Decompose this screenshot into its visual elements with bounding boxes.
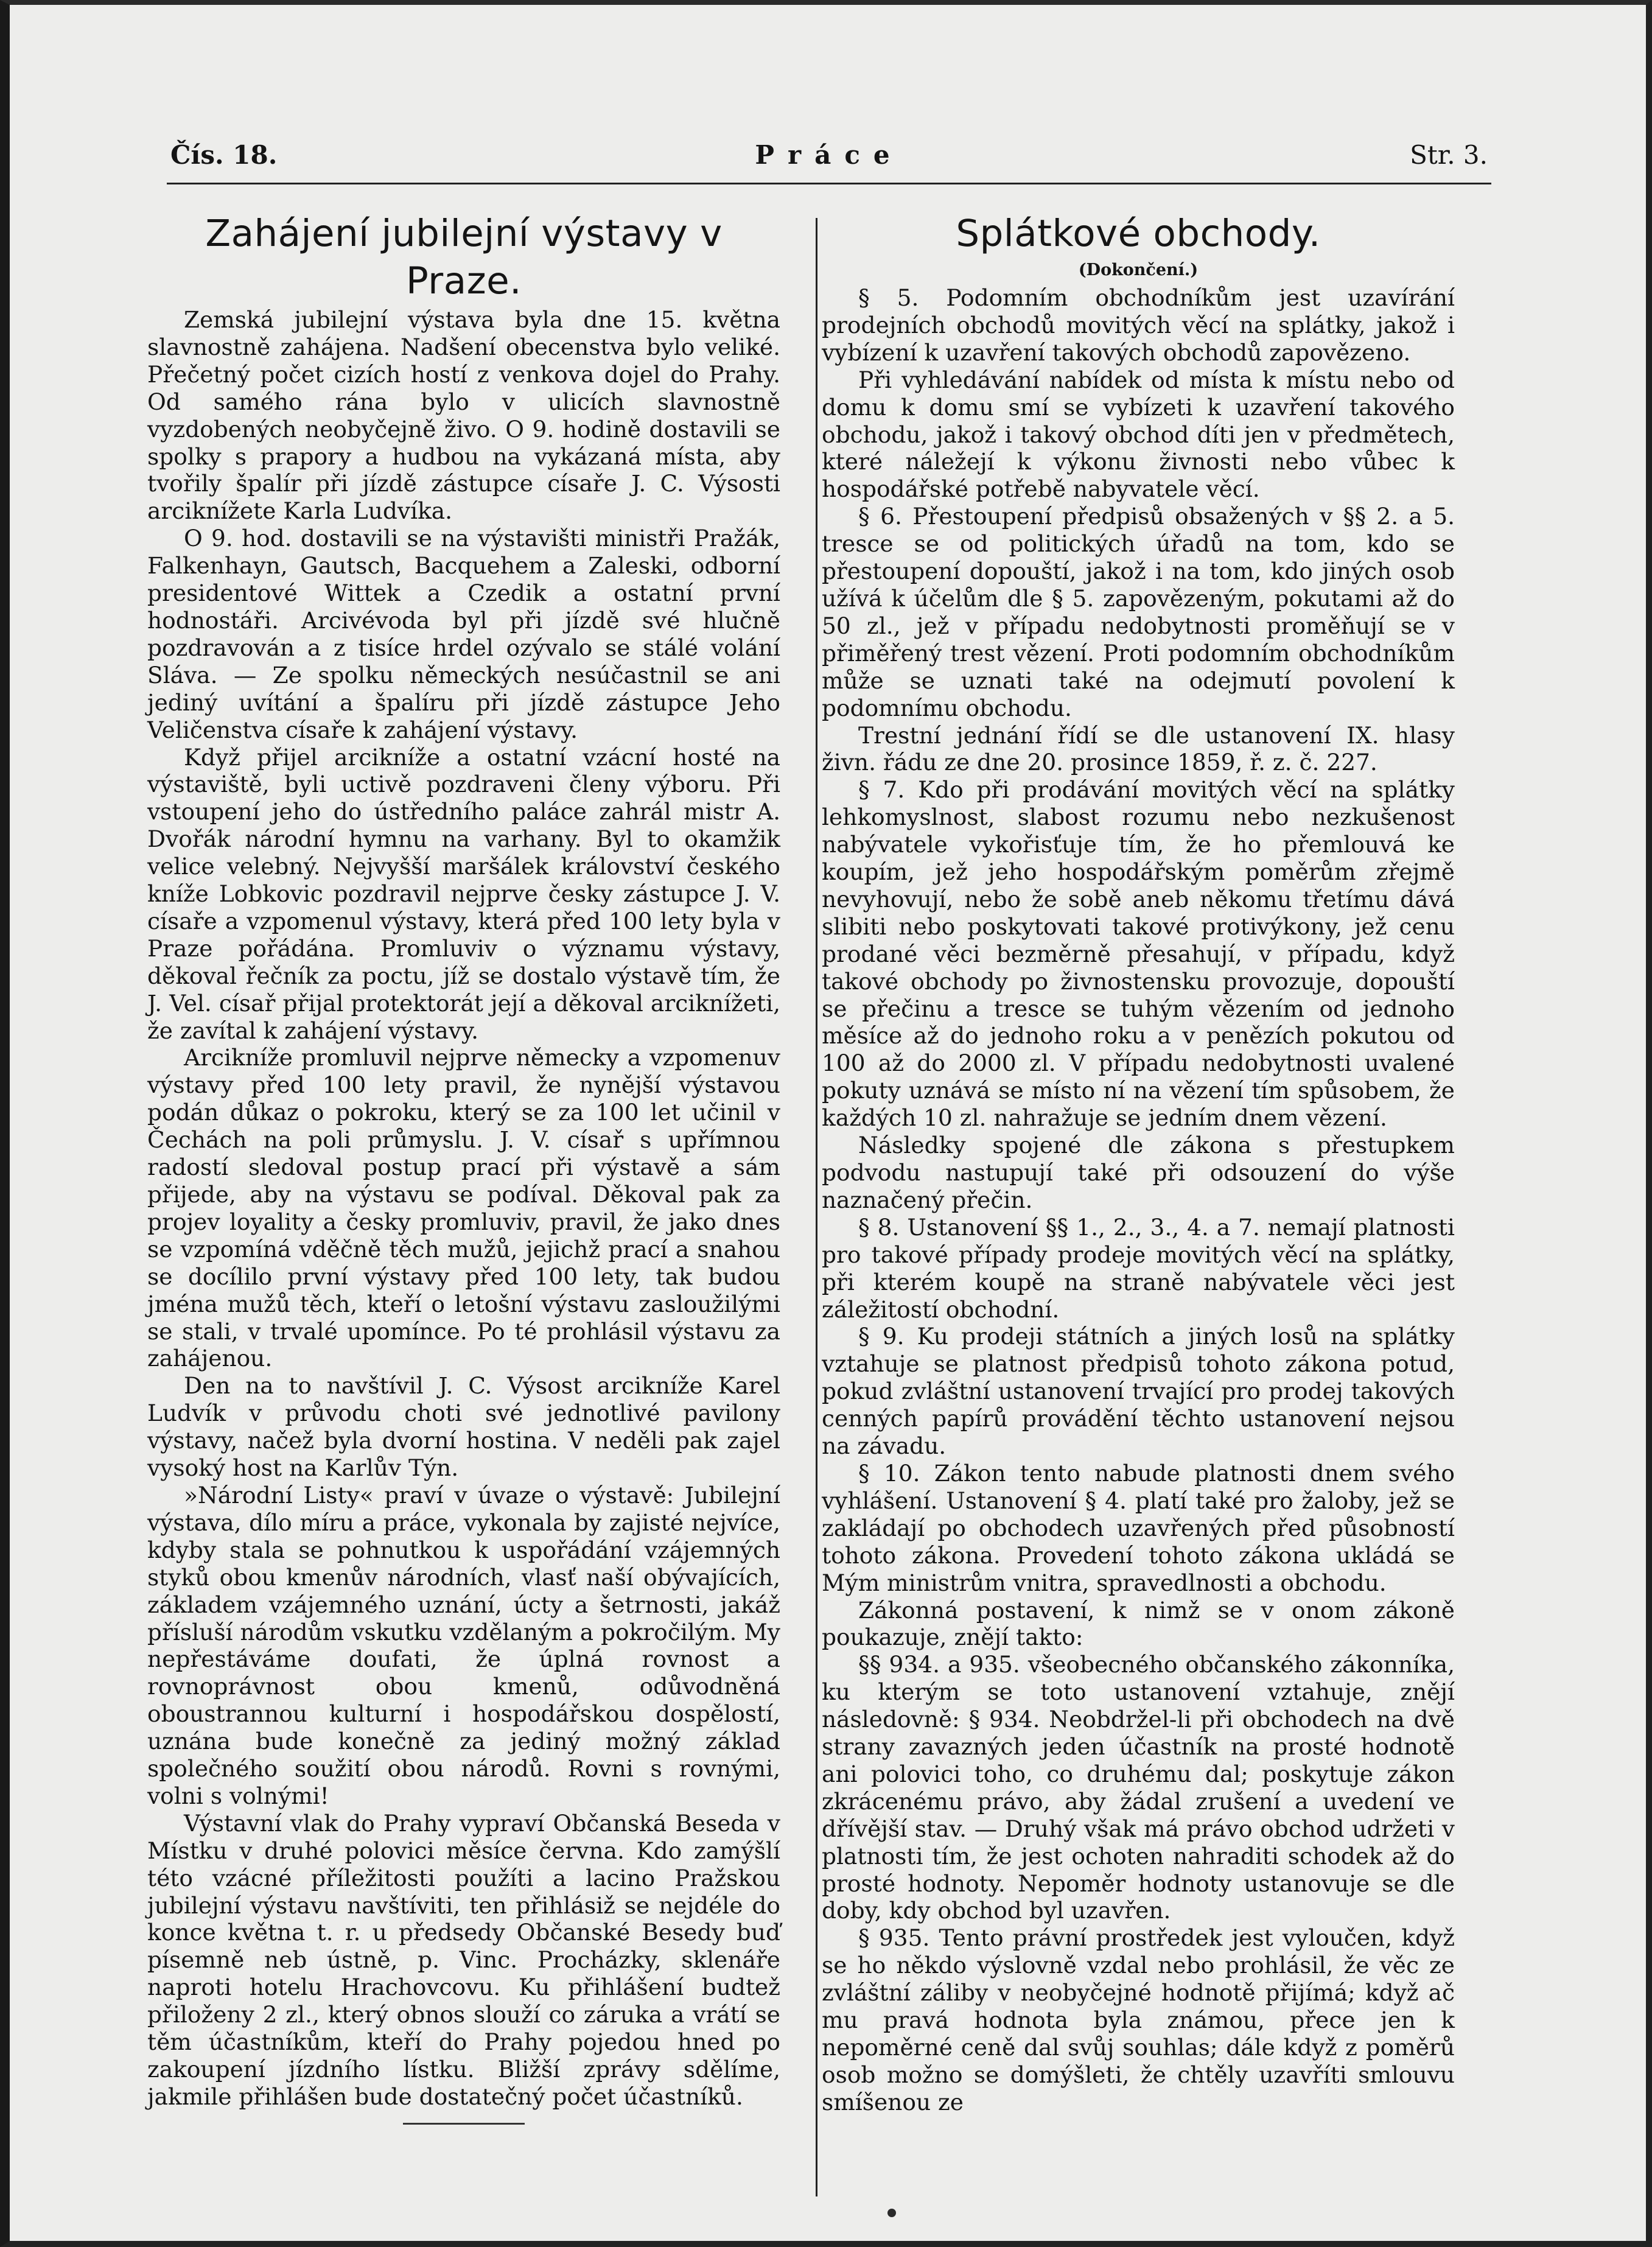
left-column: [147, 210, 780, 2125]
article-paragraph: Když přijel arcikníže a ostatní vzácní hosté na výstaviště, byli uctivě pozdraveni členy výboru. Při vstoupení jeho do ústředního paláce zahrál mistr A. Dvořák národní hymnu na varhany. Byl to okamžik velice velebný. Nejvyšší maršálek království českého kníže Lobkovic pozdravil nejprve česky zástupce J. V. císaře a vzpomenul výstavy, která před 100 lety byla v Praze pořádána. Promluviv o významu výstavy, děkoval řečník za poctu, jíž se dostalo výstavě tím, že J. Vel. císař přijal protektorát její a děkoval arciknížeti, že zavítal k zahájení výstavy.: [147, 743, 780, 1044]
article-paragraph: Trestní jednání řídí se dle ustanovení IX. hlasy živn. řádu ze dne 20. prosince 1859, ř. z. č. 227.: [822, 721, 1455, 776]
issue-number: Čís. 18.: [170, 140, 278, 170]
newspaper-title: Práce: [755, 140, 903, 170]
article-paragraph: § 6. Přestoupení předpisů obsažených v §§ 2. a 5. tresce se od politických úřadů na tom, kdo se přestoupení dopouští, jakož i na tom, kdo jiných osob užívá k účelům dle § 5. zapovězeným, pokutami až do 50 zl., jež v případu nedobytnosti proměňují se v přiměřený trest vězení. Proti podomním obchodníkům může se uznati také na odejmutí povolení k podomnímu obchodu.: [822, 503, 1455, 721]
article-paragraph: »Národní Listy« praví v úvaze o výstavě: Jubilejní výstava, dílo míru a práce, vykonala by zajisté nejvíce, kdyby stala se pohnutkou k uspořádání vzájemných styků obou kmenův národních, vlasť naší obývajících, základem vzájemného uznání, úcty a šetrnosti, jakáž přísluší národům vskutku vzdělaným a pokročilým. My nepřestáváme doufati, že úplná rovnost a rovnoprávnost obou kmenů, odůvodněná oboustrannou kulturní i hospodářskou dospělostí, uznána bude konečně za jediný možný základ společného soužití obou národů. Rovni s rovnými, volni s volnými!: [147, 1481, 780, 1809]
section-divider: [403, 2123, 525, 2125]
article-paragraph: § 5. Podomním obchodníkům jest uzavírání prodejních obchodů movitých věcí na splátky, jakož i vybízení k uzavření takových obchodů zapovězeno.: [822, 284, 1455, 366]
right-column: [822, 210, 1455, 2116]
column-divider: [816, 218, 817, 2196]
page-header: [167, 140, 1491, 184]
article-paragraph: § 10. Zákon tento nabude platnosti dnem svého vyhlášení. Ustanovení § 4. platí také pro žaloby, jež se zakládají po obchodech uzavřených před působností tohoto zákona. Provedení tohoto zákona ukládá se Mým ministrům vnitra, spravedlnosti a obchodu.: [822, 1459, 1455, 1596]
article-paragraph: Den na to navštívil J. C. Výsost arcikníže Karel Ludvík v průvodu choti své jednotlivé pavilony výstavy, načež byla dvorní hostina. V neděli pak zajel vysoký host na Karlův Týn.: [147, 1372, 780, 1482]
article-title-installments: Splátkové obchody.: [956, 212, 1321, 255]
article-paragraph: § 9. Ku prodeji státních a jiných losů na splátky vztahuje se platnost předpisů tohoto zákona potud, pokud zvláštní ustanovení trvající pro prodej takových cenných papírů provádění těchto ustanovení nejsou na závadu.: [822, 1323, 1455, 1460]
article-paragraph: Výstavní vlak do Prahy vypraví Občanská Beseda v Místku v druhé polovici měsíce června. Kdo zamýšlí této vzácné příležitosti použíti a lacino Pražskou jubilejní výstavu navštíviti, ten přihlásiž se nejdéle do konce května t. r. u předsedy Občanské Besedy buď písemně neb ústně, p. Vinc. Procházky, sklenáře naproti hotelu Hrachovcovu. Ku přihlášení budtež přiloženy 2 zl., který obnos slouží co záruka a vrátí se těm účastníkům, kteří do Prahy pojedou hned po zakoupení jízdního lístku. Bližší zprávy sdělíme, jakmile přihlášen bude dostatečný počet účastníků.: [147, 1809, 780, 2110]
article-paragraph: § 7. Kdo při prodávání movitých věcí na splátky lehkomyslnost, slabost rozumu nebo nezkušenost nabývatele vykořisťuje tím, že ho přemlouvá ke koupím, jež jeho hospodářským poměrům zřejmě nevyhovují, nebo že sobě aneb někomu třetímu dává slibiti nebo poskytovati takové protivýkony, jež cenu prodané věci bezměrně přesahují, v případu, když takové obchody po živnostensku provozuje, dopouští se přečinu a tresce se tuhým vězením od jednoho měsíce až do jednoho roku a v penězích pokutou od 100 až do 2000 zl. V případu nedobytnosti uvalené pokuty uznává se místo ní na vězení tím spůsobem, že každých 10 zl. nahražuje se jedním dnem vězení.: [822, 776, 1455, 1132]
article-subtitle: (Dokončení.): [1078, 261, 1199, 279]
article-paragraph: § 935. Tento právní prostředek jest vyloučen, když se ho někdo výslovně vzdal nebo prohlásil, že věc ze zvláštní záliby v neobyčejné hodnotě přijímá; když ač mu pravá hodnota byla známou, přece jen k nepoměrné ceně dal svůj souhlas; dále když z poměrů osob možno se domýšleti, že chtěly uzavříti smlouvu smíšenou ze: [822, 1924, 1455, 2116]
article-paragraph: Zemská jubilejní výstava byla dne 15. května slavnostně zahájena. Nadšení obecenstva bylo veliké. Přečetný počet cizích hostí z venkova dojel do Prahy. Od samého rána bylo v ulicích slavnostně vyzdobených neobyčejně živo. O 9. hodině dostavili se spolky s prapory a hudbou na vykázaná místa, aby tvořily špalír při jízdě zástupce císaře J. C. Výsosti arciknížete Karla Ludvíka.: [147, 306, 780, 525]
article-paragraph: Při vyhledávání nabídek od místa k místu nebo od domu k domu smí se vybízeti k uzavření takového obchodu, jakož i takový obchod díti jen v předmětech, které náležejí k výkonu živnosti nebo vůbec k hospodářské potřebě nabyvatele věcí.: [822, 366, 1455, 503]
article-paragraph: § 8. Ustanovení §§ 1., 2., 3., 4. a 7. nemají platnosti pro takové případy prodeje movitých věcí na splátky, při kterém koupě na straně nabývatele věci jest záležitostí obchodní.: [822, 1213, 1455, 1323]
article-paragraph: Následky spojené dle zákona s přestupkem podvodu nastupují také při odsouzení do výše naznačený přečin.: [822, 1132, 1455, 1213]
article-paragraph: O 9. hod. dostavili se na výstavišti ministři Pražák, Falkenhayn, Gautsch, Bacquehem a Zaleski, odborní presidentové Wittek a Czedik a ostatní první hodnostáři. Arcivévoda byl při jízdě své hlučně pozdravován a z tisíce hrdel ozývalo se stálé volání Sláva. — Ze spolku německých nesúčastnil se ani jediný uvítání a špalíru při jízdě zástupce Jeho Veličenstva císaře k zahájení výstavy.: [147, 525, 780, 743]
page-number: Str. 3.: [1410, 140, 1488, 170]
ink-spot: [887, 2209, 896, 2217]
article-title-exhibition: Zahájení jubilejní výstavy v Praze.: [205, 212, 723, 303]
article-paragraph: Zákonná postavení, k nimž se v onom zákoně poukazuje, znějí takto:: [822, 1596, 1455, 1651]
article-paragraph: §§ 934. a 935. všeobecného občanského zákonníka, ku kterým se toto ustanovení vztahuje, znějí následovně: § 934. Neobdržel-li při obchodech na dvě strany zavazných jeden účastník na prosté hodnotě ani polovici toho, co druhému dal; poskytuje zákon zkrácenému právo, aby žádal zrušení a uvedení ve dřívější stav. — Druhý však má právo obchod udržeti v platnosti tím, že jest ochoten nahraditi schodek až do prosté hodnoty. Nepoměr hodnoty ustanovuje se dle doby, kdy obchod byl uzavřen.: [822, 1651, 1455, 1924]
article-paragraph: Arcikníže promluvil nejprve německy a vzpomenuv výstavy před 100 lety pravil, že nynější výstavou podán důkaz o pokroku, který se za 100 let učinil v Čechách na poli průmyslu. J. V. císař s upřímnou radostí sledoval postup prací při výstavě a sám přijede, aby na výstavu se podíval. Děkoval pak za projev loyality a česky promluviv, pravil, že jako dnes se vzpomíná vděčně těch mužů, jejichž prací a snahou se docílilo první výstavy před 100 lety, tak budou jména mužů těch, kteří o letošní výstavu zasloužilými se stali, v trvalé upomínce. Po té prohlásil výstavu za zahájenou.: [147, 1044, 780, 1372]
